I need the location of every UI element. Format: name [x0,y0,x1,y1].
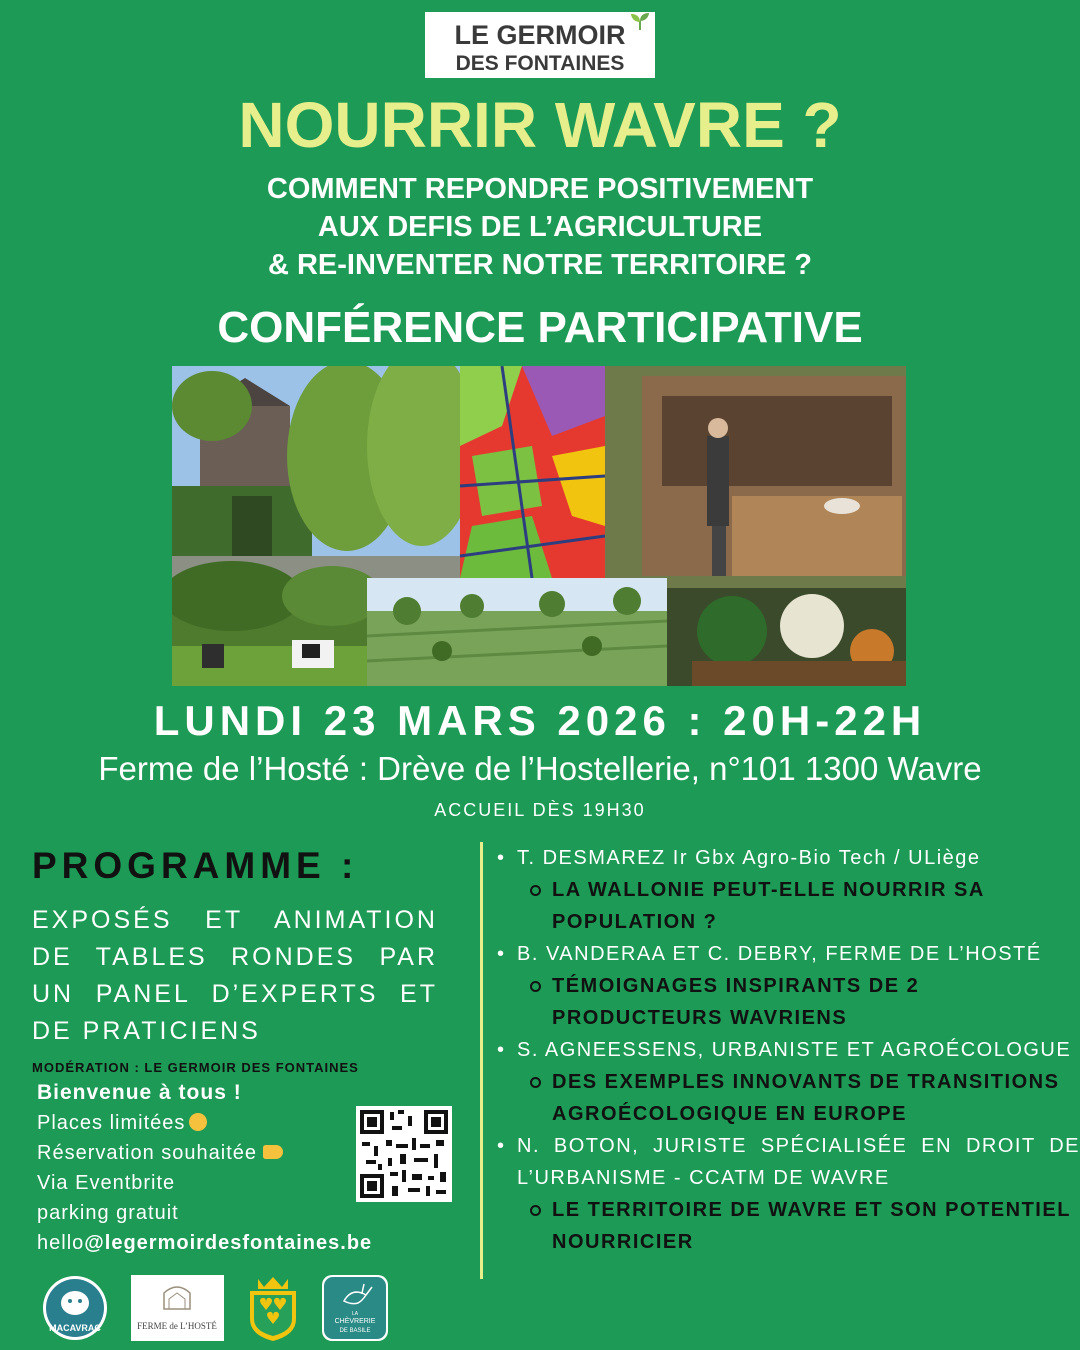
chevrerie-top: LA [351,1311,359,1317]
speaker-item: • S. AGNEESSENS, URBANISTE ET AGROÉCOLOGUE [497,1034,1080,1066]
pointing-hand-icon [263,1145,283,1159]
photo-cows [172,561,382,686]
subtitle-line: & RE-INVENTER NOTRE TERRITOIRE ? [267,249,813,281]
reservation-text: Réservation souhaitée [37,1142,258,1164]
speaker-list [497,842,1080,1258]
speaker-topic: LA WALLONIE PEUT-ELLE NOURRIR SA POPULATION ? [497,874,1080,938]
email-link[interactable] [37,1228,372,1258]
photo-map [460,366,605,578]
speaker-item: • T. DESMAREZ Ir Gbx Agro-Bio Tech / ULiège [497,842,1080,874]
photo-barn [605,366,906,588]
speaker-item: • N. BOTON, JURISTE SPÉCIALISÉE EN DROIT DE L’URBANISME - CCATM DE WAVRE [497,1130,1080,1194]
chevrerie-basile-logo [322,1275,388,1341]
programme-description: EXPOSÉS ET ANIMATION DE TABLES RONDES PAR UN PANEL D’EXPERTS ET DE PRATICIENS [32,906,438,1045]
programme-title: PROGRAMME : [32,845,359,886]
subtitle [0,170,1080,284]
email-prefix: hello [37,1232,85,1254]
speaker-item: • B. VANDERAA ET C. DEBRY, FERME DE L’HOSTÉ [497,938,1080,970]
wavre-coat-of-arms [248,1275,298,1341]
parking-text: parking gratuit [37,1202,179,1224]
column-divider [480,842,483,1279]
places-text: Places limitées [37,1112,186,1134]
ferme-hoste-logo [131,1275,224,1341]
wink-emoji-icon [189,1113,207,1131]
subtitle-line: AUX DEFIS DE L’AGRICULTURE [317,211,763,243]
ferme-label: FERME de L’HOSTÉ [137,1321,217,1331]
moderation: MODÉRATION : LE GERMOIR DES FONTAINES [32,1060,359,1075]
email-domain: @legermoirdesfontaines.be [84,1232,373,1254]
reception-time: ACCUEIL DÈS 19H30 [434,800,646,820]
welcome-text: Bienvenue à tous ! [37,1081,242,1104]
macavrac-logo [42,1275,108,1341]
event-date: LUNDI 23 MARS 2026 : 20H-22H [153,697,927,744]
logo-line1: LE GERMOIR [454,20,626,50]
places-line [37,1108,372,1138]
subtitle-line: COMMENT REPONDRE POSITIVEMENT [266,173,814,205]
chevrerie-sub: DE BASILE [339,1328,371,1334]
event-place: Ferme de l’Hosté : Drève de l’Hostellerie, n°101 1300 Wavre [98,750,982,787]
logo-line2: DES FONTAINES [455,52,625,75]
photo-collage [172,366,906,686]
practical-info [37,1078,372,1258]
photo-orchard [367,578,667,686]
eventbrite-text: Via Eventbrite [37,1172,176,1194]
germoir-logo [425,12,655,78]
reservation-line [37,1138,372,1168]
speaker-topic: TÉMOIGNAGES INSPIRANTS DE 2 PRODUCTEURS WAVRIENS [497,970,1080,1034]
photo-vegetables [667,588,906,686]
speaker-topic: DES EXEMPLES INNOVANTS DE TRANSITIONS AGROÉCOLOGIQUE EN EUROPE [497,1066,1080,1130]
qr-code[interactable] [356,1106,452,1202]
photo-castle [172,366,477,578]
main-title: NOURRIR WAVRE ? [238,89,842,161]
chevrerie-main: CHÈVRERIE [334,1318,376,1325]
macavrac-label: MACAVRAC [49,1323,101,1333]
speaker-topic: LE TERRITOIRE DE WAVRE ET SON POTENTIEL NOURRICIER [497,1194,1080,1258]
conference-heading: CONFÉRENCE PARTICIPATIVE [217,303,863,352]
